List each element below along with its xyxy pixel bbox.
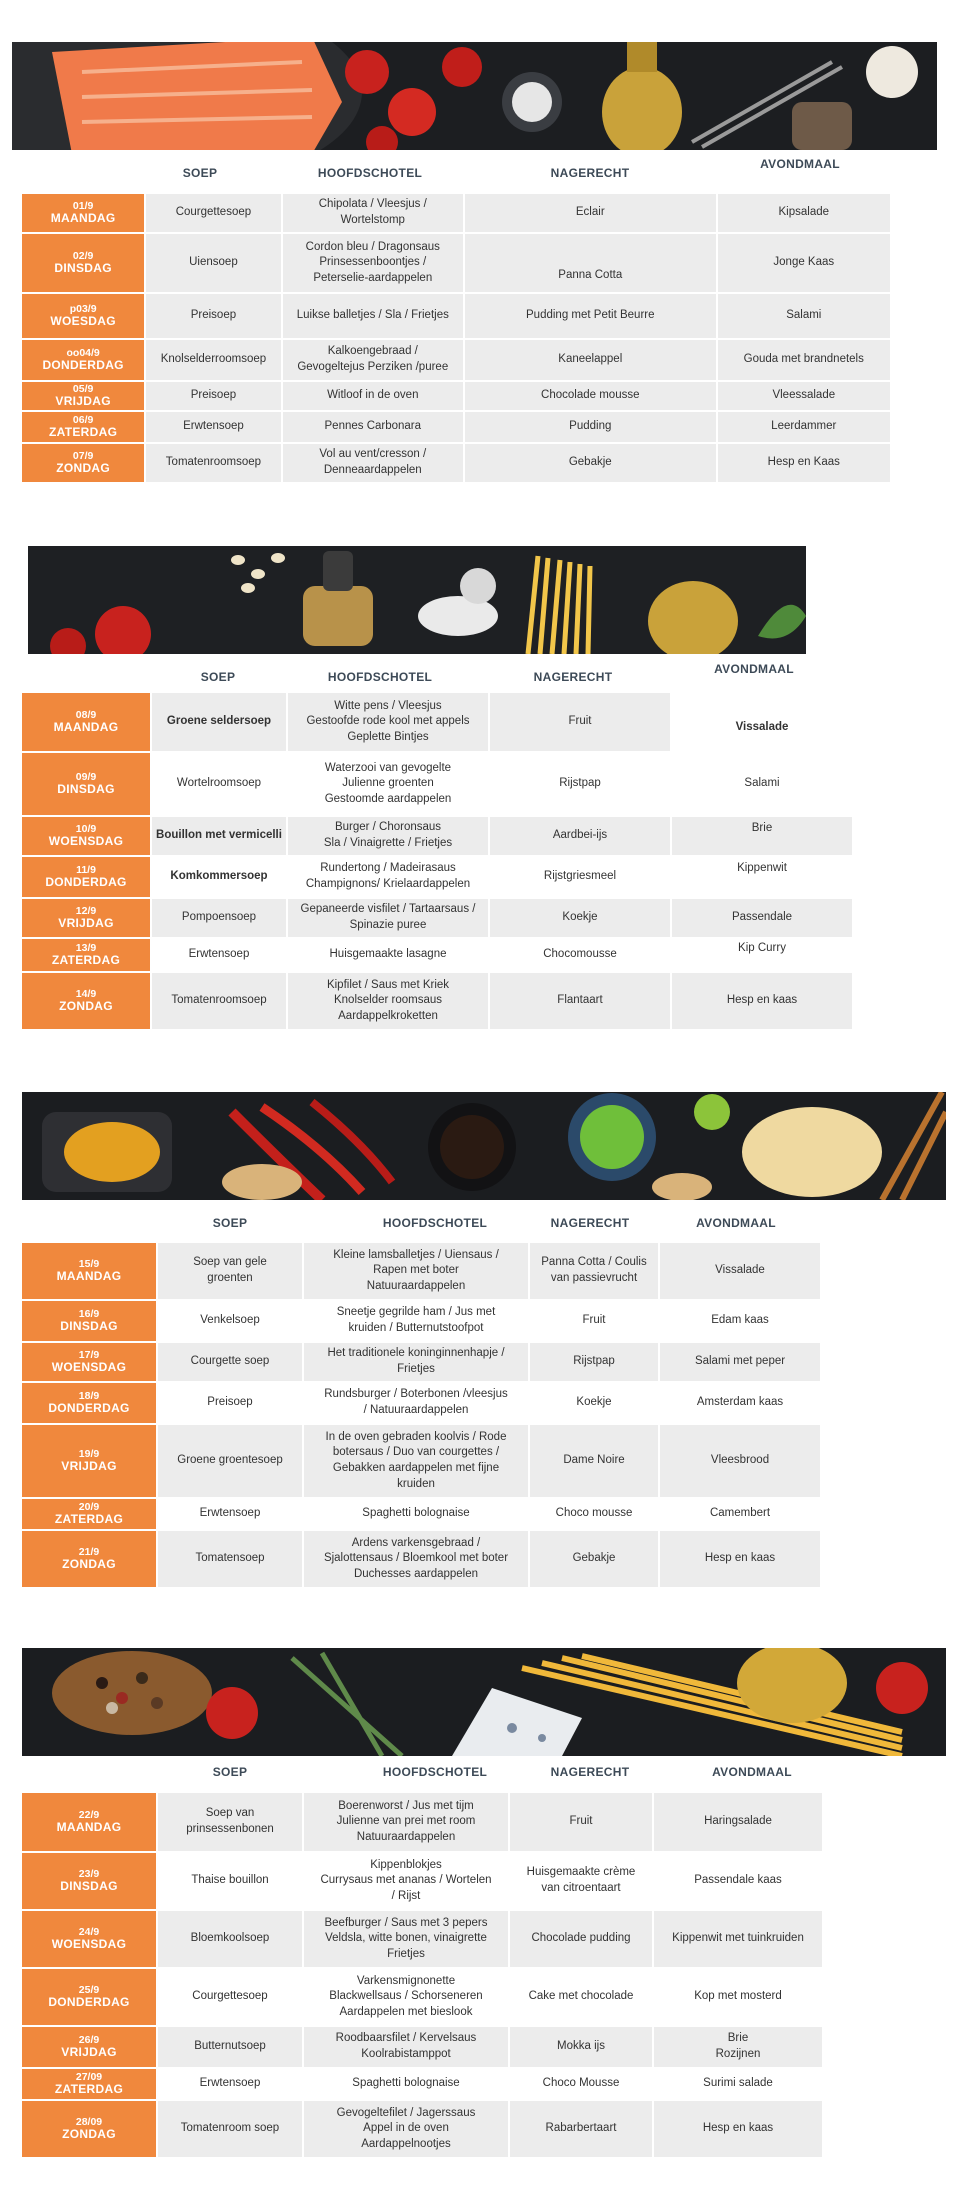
header-main: HOOFDSCHOTEL	[382, 1765, 488, 1779]
soup-cell: Komkommersoep	[152, 857, 286, 897]
banner-week-2	[28, 546, 806, 654]
soup-cell: Butternutsoep	[158, 2027, 302, 2067]
table-row	[22, 1425, 820, 1497]
dessert-cell: Gebakje	[465, 444, 716, 482]
table-row	[22, 1301, 820, 1341]
dessert-cell: Gebakje	[530, 1531, 658, 1587]
main-cell: Waterzooi van gevogelte Julienne groenten Gestoomde aardappelen	[288, 753, 488, 815]
dinner-cell: Haringsalade	[654, 1793, 822, 1851]
banner-week-4	[22, 1648, 946, 1756]
soup-cell: Bouillon met vermicelli	[152, 817, 286, 855]
soup-cell: Wortelroomsoep	[152, 753, 286, 815]
dessert-cell: Fruit	[510, 1793, 652, 1851]
wooden-spoon-shape	[52, 1651, 212, 1735]
day-cell: 09/9 DINSDAG	[22, 753, 150, 815]
soup-cell: Courgette soep	[158, 1343, 302, 1381]
soup-cell: Tomatensoep	[158, 1531, 302, 1587]
table-row	[22, 444, 890, 482]
pepper-mill-shape	[303, 586, 373, 646]
main-cell: Burger / Choronsaus Sla / Vinaigrette / Frietjes	[288, 817, 488, 855]
soup-cell: Erwtensoep	[158, 2069, 302, 2099]
header-dessert: NAGERECHT	[533, 670, 613, 684]
table-row	[22, 693, 852, 751]
dinner-cell: Passendale kaas	[654, 1853, 822, 1909]
main-cell: Luikse balletjes / Sla / Frietjes	[283, 294, 463, 338]
dinner-cell: Hesp en kaas	[654, 2101, 822, 2157]
dessert-cell: Pudding	[465, 412, 716, 442]
pepper-mill-shape	[792, 102, 852, 150]
day-cell: 17/9 WOENSDAG	[22, 1343, 156, 1381]
soup-cell: Courgettesoep	[146, 194, 280, 232]
main-cell: Boerenworst / Jus met tijm Julienne van prei met room Natuuraardappelen	[304, 1793, 508, 1851]
soup-cell: Erwtensoep	[146, 412, 280, 442]
dinner-cell: Salami	[672, 753, 852, 815]
day-cell: 26/9 VRIJDAG	[22, 2027, 156, 2067]
main-cell: Rundertong / Madeirasaus Champignons/ Krielaardappelen	[288, 857, 488, 897]
main-cell: Varkensmignonette Blackwellsaus / Schorseneren Aardappelen met bieslook	[304, 1969, 508, 2025]
noodles-shape	[742, 1107, 882, 1197]
day-cell: 08/9 MAANDAG	[22, 693, 150, 751]
day-cell: 16/9 DINSDAG	[22, 1301, 156, 1341]
table-row	[22, 234, 890, 292]
table-row	[22, 857, 852, 897]
day-cell: 06/9 ZATERDAG	[22, 412, 144, 442]
table-row	[22, 382, 890, 410]
main-cell: Spaghetti bolognaise	[304, 1499, 528, 1529]
dinner-cell: Passendale	[672, 899, 852, 937]
main-cell: Cordon bleu / Dragonsaus Prinsessenboontjes / Peterselie-aardappelen	[283, 234, 463, 292]
day-cell: 27/09 ZATERDAG	[22, 2069, 156, 2099]
header-main: HOOFDSCHOTEL	[317, 166, 423, 180]
header-dinner: AVONDMAAL	[714, 662, 794, 676]
main-cell: Kalkoengebraad / Gevogeltejus Perziken /puree	[283, 340, 463, 380]
soup-cell: Pompoensoep	[152, 899, 286, 937]
day-cell: 15/9 MAANDAG	[22, 1243, 156, 1299]
soup-cell: Uiensoep	[146, 234, 280, 292]
day-cell: 19/9 VRIJDAG	[22, 1425, 156, 1497]
table-row	[22, 294, 890, 338]
table-row	[22, 1531, 820, 1587]
peppercorn-shape	[96, 1677, 108, 1689]
soup-cell: Tomatenroom soep	[158, 2101, 302, 2157]
dessert-cell: Huisgemaakte crème van citroentaart	[510, 1853, 652, 1909]
day-cell: 25/9 DONDERDAG	[22, 1969, 156, 2025]
day-cell: 01/9 MAANDAG	[22, 194, 144, 232]
main-cell: Gevogeltefilet / Jagerssaus Appel in de oven Aardappelnootjes	[304, 2101, 508, 2157]
soup-cell: Venkelsoep	[158, 1301, 302, 1341]
main-cell: Gepaneerde visfilet / Tartaarsaus / Spinazie puree	[288, 899, 488, 937]
main-cell: Witloof in de oven	[283, 382, 463, 410]
day-cell: 28/09 ZONDAG	[22, 2101, 156, 2157]
soup-cell: Knolselderroomsoep	[146, 340, 280, 380]
header-soup: SOEP	[212, 1765, 248, 1779]
day-cell: 13/9 ZATERDAG	[22, 939, 150, 971]
main-cell: Beefburger / Saus met 3 pepers Veldsla, witte bonen, vinaigrette Frietjes	[304, 1911, 508, 1967]
menu-table-week-1	[20, 192, 892, 484]
main-cell: In de oven gebraden koolvis / Rode botersaus / Duo van courgettes / Gebakken aardappelen met fijne kruiden	[304, 1425, 528, 1497]
table-row	[22, 1911, 822, 1967]
table-row	[22, 2027, 822, 2067]
header-dinner: AVONDMAAL	[760, 157, 840, 171]
dessert-cell: Fruit	[530, 1301, 658, 1341]
table-row	[22, 1383, 820, 1423]
day-cell: 05/9 VRIJDAG	[22, 382, 144, 410]
dessert-cell: Fruit	[490, 693, 670, 751]
dessert-cell: Rabarbertaart	[510, 2101, 652, 2157]
dinner-cell: Leerdammer	[718, 412, 890, 442]
table-row	[22, 1793, 822, 1851]
dinner-cell: Salami	[718, 294, 890, 338]
table-row	[22, 340, 890, 380]
table-row	[22, 899, 852, 937]
day-cell: 10/9 WOENSDAG	[22, 817, 150, 855]
dinner-cell: Hesp en Kaas	[718, 444, 890, 482]
soup-cell: Preisoep	[158, 1383, 302, 1423]
main-cell: Witte pens / Vleesjus Gestoofde rode kool met appels Geplette Bintjes	[288, 693, 488, 751]
table-row	[22, 1853, 822, 1909]
header-dessert: NAGERECHT	[550, 1765, 630, 1779]
dinner-cell: Brie	[672, 817, 852, 855]
dessert-cell: Pudding met Petit Beurre	[465, 294, 716, 338]
dinner-cell: Kippenwit met tuinkruiden	[654, 1911, 822, 1967]
soup-cell: Preisoep	[146, 382, 280, 410]
day-cell: 20/9 ZATERDAG	[22, 1499, 156, 1529]
main-cell: Kippenblokjes Currysaus met ananas / Wortelen / Rijst	[304, 1853, 508, 1909]
dessert-cell: Chocomousse	[490, 939, 670, 971]
dinner-cell: Vleessalade	[718, 382, 890, 410]
main-cell: Pennes Carbonara	[283, 412, 463, 442]
dessert-cell: Choco mousse	[530, 1499, 658, 1529]
dinner-cell: Salami met peper	[660, 1343, 820, 1381]
soup-cell: Tomatenroomsoep	[152, 973, 286, 1029]
dinner-cell: Kipsalade	[718, 194, 890, 232]
tomato-shape	[345, 50, 389, 94]
dessert-cell: Dame Noire	[530, 1425, 658, 1497]
soup-cell: Erwtensoep	[158, 1499, 302, 1529]
day-cell: 07/9 ZONDAG	[22, 444, 144, 482]
dessert-cell: Eclair	[465, 194, 716, 232]
dinner-cell: Vleesbrood	[660, 1425, 820, 1497]
dinner-cell: Jonge Kaas	[718, 234, 890, 292]
dessert-cell: Rijstgriesmeel	[490, 857, 670, 897]
header-soup: SOEP	[200, 670, 236, 684]
dessert-cell: Panna Cotta / Coulis van passievrucht	[530, 1243, 658, 1299]
main-cell: Rundsburger / Boterbonen /vleesjus / Natuuraardappelen	[304, 1383, 528, 1423]
day-cell: 21/9 ZONDAG	[22, 1531, 156, 1587]
dessert-cell: Chocolade mousse	[465, 382, 716, 410]
ginger-shape	[222, 1164, 302, 1200]
day-cell: 22/9 MAANDAG	[22, 1793, 156, 1851]
dinner-cell: Amsterdam kaas	[660, 1383, 820, 1423]
day-cell: 02/9 DINSDAG	[22, 234, 144, 292]
main-cell: Chipolata / Vleesjus / Wortelstomp	[283, 194, 463, 232]
table-row	[22, 753, 852, 815]
soup-cell: Erwtensoep	[152, 939, 286, 971]
dinner-cell: Surimi salade	[654, 2069, 822, 2099]
dessert-cell: Chocolade pudding	[510, 1911, 652, 1967]
table-row	[22, 817, 852, 855]
main-cell: Vol au vent/cresson / Denneaardappelen	[283, 444, 463, 482]
garlic-shape	[866, 46, 918, 98]
dessert-cell: Kaneelappel	[465, 340, 716, 380]
main-cell: Roodbaarsfilet / Kervelsaus Koolrabistamppot	[304, 2027, 508, 2067]
main-cell: Huisgemaakte lasagne	[288, 939, 488, 971]
soup-cell: Groene seldersoep	[152, 693, 286, 751]
header-main: HOOFDSCHOTEL	[327, 670, 433, 684]
dinner-cell: Vissalade	[660, 1243, 820, 1299]
dinner-cell: Gouda met brandnetels	[718, 340, 890, 380]
table-row	[22, 973, 852, 1029]
dinner-cell: Hesp en kaas	[672, 973, 852, 1029]
day-cell: 23/9 DINSDAG	[22, 1853, 156, 1909]
table-row	[22, 1343, 820, 1381]
soup-cell: Preisoep	[146, 294, 280, 338]
day-cell: 18/9 DONDERDAG	[22, 1383, 156, 1423]
soup-cell: Bloemkoolsoep	[158, 1911, 302, 1967]
dessert-cell: Koekje	[490, 899, 670, 937]
day-cell: 14/9 ZONDAG	[22, 973, 150, 1029]
lime-shape	[694, 1094, 730, 1130]
soup-cell: Thaise bouillon	[158, 1853, 302, 1909]
main-cell: Het traditionele koninginnenhapje / Frietjes	[304, 1343, 528, 1381]
dessert-cell: Flantaart	[490, 973, 670, 1029]
menu-table-week-3	[20, 1241, 822, 1589]
dessert-cell: Rijstpap	[490, 753, 670, 815]
header-soup: SOEP	[182, 166, 218, 180]
table-row	[22, 2101, 822, 2157]
table-row	[22, 2069, 822, 2099]
day-cell: 11/9 DONDERDAG	[22, 857, 150, 897]
tomato-shape	[206, 1687, 258, 1739]
header-dessert: NAGERECHT	[550, 1216, 630, 1230]
table-row	[22, 1969, 822, 2025]
dessert-cell: Koekje	[530, 1383, 658, 1423]
day-cell: 12/9 VRIJDAG	[22, 899, 150, 937]
header-dinner: AVONDMAAL	[696, 1216, 776, 1230]
soup-cell: Soep van gele groenten	[158, 1243, 302, 1299]
dessert-cell: Rijstpap	[530, 1343, 658, 1381]
main-cell: Spaghetti bolognaise	[304, 2069, 508, 2099]
banner-week-3	[22, 1092, 946, 1200]
banner-week-1	[12, 42, 937, 150]
table-row	[22, 194, 890, 232]
table-row	[22, 939, 852, 971]
dessert-cell: Mokka ijs	[510, 2027, 652, 2067]
dessert-cell: Panna Cotta	[465, 234, 716, 292]
main-cell: Kipfilet / Saus met Kriek Knolselder roomsaus Aardappelkroketten	[288, 973, 488, 1029]
header-main: HOOFDSCHOTEL	[382, 1216, 488, 1230]
dinner-cell: Edam kaas	[660, 1301, 820, 1341]
soup-cell: Groene groentesoep	[158, 1425, 302, 1497]
dinner-cell: Vissalade	[672, 693, 852, 751]
header-dinner: AVONDMAAL	[712, 1765, 792, 1779]
menu-table-week-4	[20, 1791, 824, 2159]
dinner-cell: Kippenwit	[672, 857, 852, 897]
menu-table-week-2	[20, 691, 854, 1031]
soup-cell: Courgettesoep	[158, 1969, 302, 2025]
header-soup: SOEP	[212, 1216, 248, 1230]
dessert-cell: Cake met chocolade	[510, 1969, 652, 2025]
main-cell: Sneetje gegrilde ham / Jus met kruiden / Butternutstoofpot	[304, 1301, 528, 1341]
main-cell: Ardens varkensgebraad / Sjalottensaus / Bloemkool met boter Duchesses aardappelen	[304, 1531, 528, 1587]
dinner-cell: Camembert	[660, 1499, 820, 1529]
table-row	[22, 412, 890, 442]
table-row	[22, 1499, 820, 1529]
main-cell: Kleine lamsballetjes / Uiensaus / Rapen met boter Natuuraardappelen	[304, 1243, 528, 1299]
soup-cell: Soep van prinsessenbonen	[158, 1793, 302, 1851]
dinner-cell: Kip Curry	[672, 939, 852, 971]
header-dessert: NAGERECHT	[550, 166, 630, 180]
dinner-cell: Kop met mosterd	[654, 1969, 822, 2025]
day-cell: p03/9 WOESDAG	[22, 294, 144, 338]
dessert-cell: Choco Mousse	[510, 2069, 652, 2099]
dessert-cell: Aardbei-ijs	[490, 817, 670, 855]
table-row	[22, 1243, 820, 1299]
turmeric-shape	[64, 1122, 160, 1182]
soup-cell: Tomatenroomsoep	[146, 444, 280, 482]
dinner-cell: Brie Rozijnen	[654, 2027, 822, 2067]
day-cell: 24/9 WOENSDAG	[22, 1911, 156, 1967]
dinner-cell: Hesp en kaas	[660, 1531, 820, 1587]
day-cell: oo04/9 DONDERDAG	[22, 340, 144, 380]
